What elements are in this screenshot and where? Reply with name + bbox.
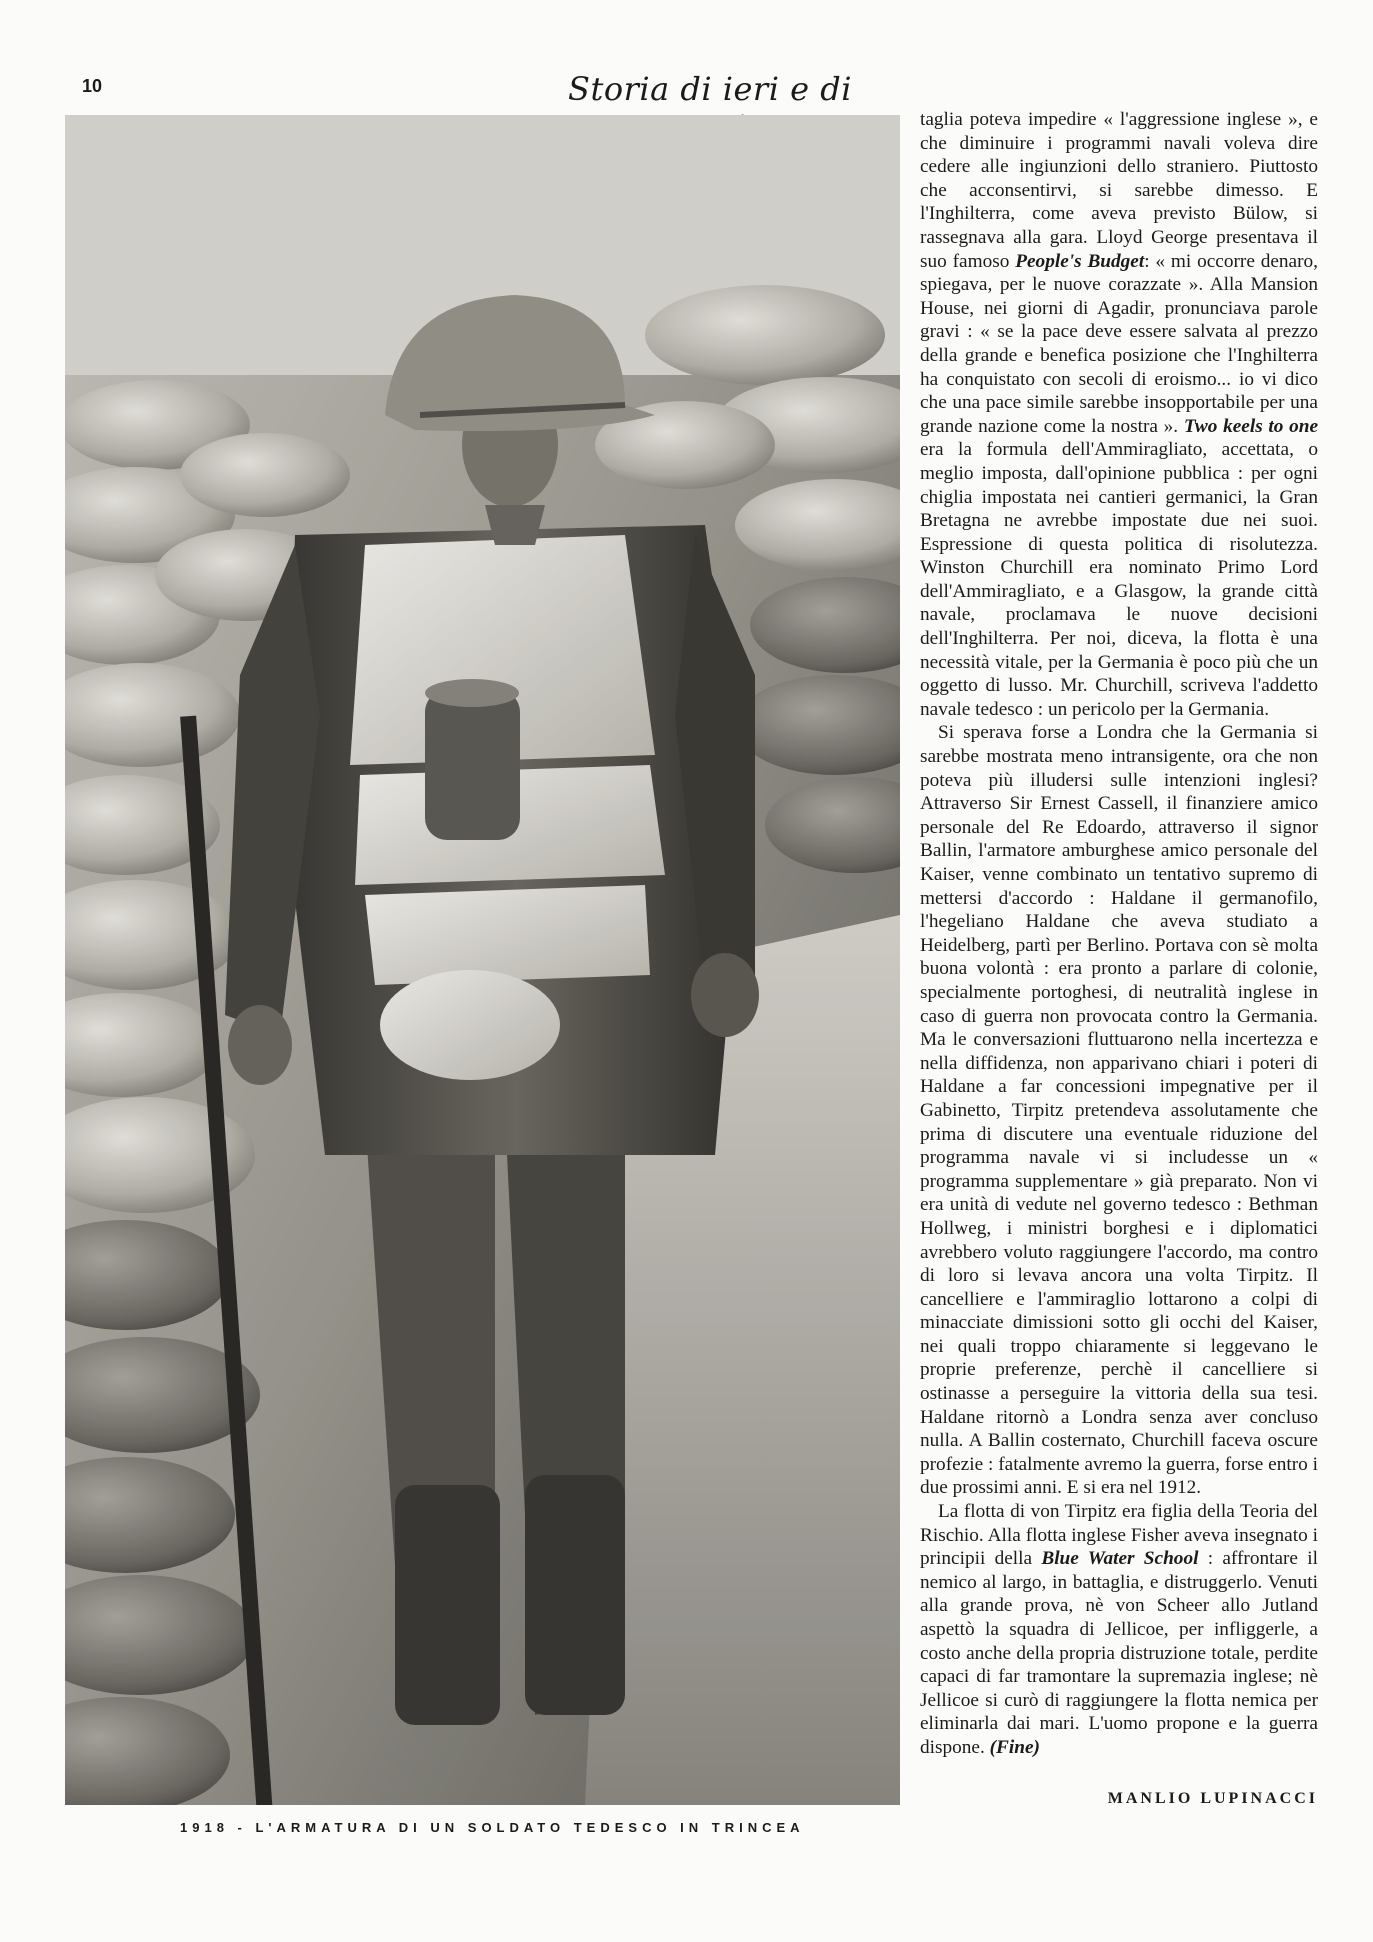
soldier-in-trench-icon	[65, 115, 900, 1805]
paragraph-text: La flotta di von Tirpitz era figlia della Teoria del Rischio. Alla flotta inglese Fisher aveva insegnato i principii della	[920, 1501, 1318, 1570]
article-paragraph	[920, 1500, 1318, 1760]
emphasized-text: People's Budget	[1015, 250, 1145, 272]
article-text	[920, 108, 1318, 1760]
article-paragraph	[920, 108, 1318, 721]
emphasized-text: Two keels to one	[1183, 415, 1319, 437]
photo-caption: 1918 - L'ARMATURA DI UN SOLDATO TEDESCO IN TRINCEA	[180, 1820, 805, 1835]
paragraph-text: : « mi occorre denaro, spiegava, per le nuove corazzate ». Alla Mansion House, nei giorni di Agadir, pronunciava parole gravi : « se la pace deve essere salvata al prezzo della grande e benefica posizione che l'Inghilterra ha conquistato con secoli di eroismo... io vi dico che una pace simile sarebbe insopportabile per una grande nazione come la nostra ».	[920, 250, 1318, 437]
paragraph-text: Si sperava forse a Londra che la Germania si sarebbe mostrata meno intransigente, ora che non poteva più illudersi sulle intenzioni inglesi? Attraverso Sir Ernest Cassell, il finanziere amico personale del Re Edoardo, attraverso il signor Ballin, l'armatore amburghese amico personale del Kaiser, venne combinato un tentativo supremo di mettersi d'accordo : Haldane il germanofilo, l'hegeliano Haldane che aveva studiato a Heidelberg, partì per Berlino. Portava con sè molta buona volontà : era pronto a parlare di colonie, specialmente portoghesi, di neutralità inglese in caso di guerra non provocata contro la Germania. Ma le conversazioni fluttuarono nella incertezza e nella diffidenza, non apparivano chiari i poteri di Haldane a far concessioni impegnative per il Gabinetto, Tirpitz pretendeva assolutamente che prima di discutere una eventuale riduzione del programma navale vi si includesse un « programma supplementare » già preparato. Non vi era unità di vedute nel governo tedesco : Bethman Hollweg, i ministri borghesi e i diplomatici avrebbero voluto raggiungere l'accordo, ma contro di loro si levava ancora una volta Tirpitz. Il cancelliere e l'ammiraglio lottarono a colpi di minacciate dimissioni sotto gli occhi del Kaiser, nei quali troppo chiaramente si leggevano le proprie preferenze, perchè il cancelliere si ostinasse a perseguire la vittoria della sua tesi. Haldane ritornò a Londra senza aver concluso nulla. A Ballin costernato, Churchill faceva oscure profezie : fatalmente avremo la guerra, forse entro i due prossimi anni. E si era nel 1912.	[920, 722, 1318, 1499]
photograph	[65, 115, 900, 1805]
author-signature: MANLIO LUPINACCI	[1107, 1790, 1318, 1807]
article-paragraph	[920, 721, 1318, 1500]
page-number: 10	[82, 76, 103, 96]
paragraph-text: : affrontare il nemico al largo, in battaglia, e distruggerlo. Venuti alla grande prova, nè von Scheer allo Jutland aspettò la squadra di Jellicoe, per infliggerle, a costo anche della propria distruzione totale, perdite capaci di far tramontare la supremazia inglese; nè Jellicoe si curò di raggiungere la flotta nemica per eliminarla dai mari. L'uomo propone e la guerra dispone.	[920, 1548, 1318, 1758]
running-head: Storia di ieri e di	[568, 70, 852, 108]
paragraph-text: era la formula dell'Ammiragliato, accettata, o meglio imposta, dall'opinione pubblica : per ogni chiglia impostata nei cantieri germanici, la Gran Bretagna ne avrebbe impostate due nei suoi. Espressione di questa politica di risolutezza. Winston Churchill era nominato Primo Lord dell'Ammiragliato, e a Glasgow, la grande città navale, proclamava le nuove decisioni dell'Inghilterra. Per noi, diceva, la flotta è una necessità vitale, per la Germania è poco più che un oggetto di lusso. Mr. Churchill, scriveva l'addetto navale tedesco : un pericolo per la Germania.	[920, 439, 1318, 720]
emphasized-text: Blue Water School	[1041, 1548, 1199, 1570]
paragraph-text: taglia poteva impedire « l'aggressione inglese », e che diminuire i programmi navali voleva dire cedere alle ingiunzioni dello straniero. Piuttosto che acconsentirvi, si sarebbe dimesso. E l'Inghilterra, come aveva previsto Bülow, si rassegnava alla gara. Lloyd George presentava il suo famoso	[920, 109, 1318, 272]
emphasized-text: (Fine)	[989, 1736, 1040, 1758]
